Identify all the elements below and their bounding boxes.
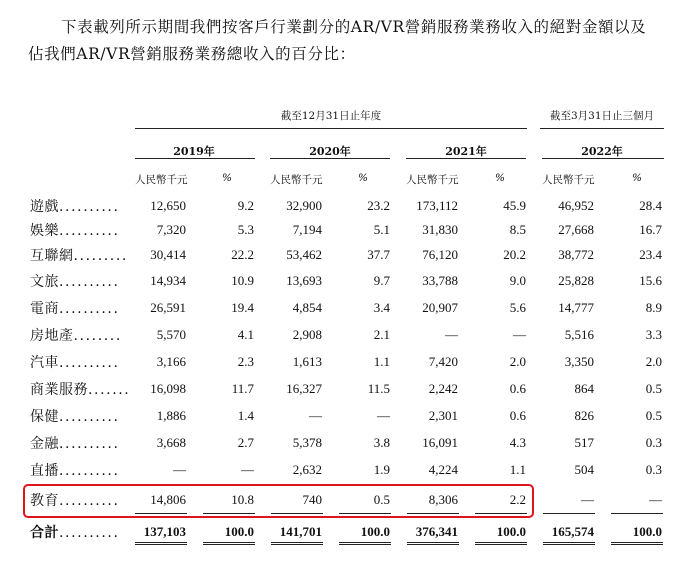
cell: 9.0 [509,273,526,288]
total-double-rule [475,542,527,545]
cell: 46,952 [558,198,594,213]
cell: 14,934 [150,273,186,288]
cell: 53,462 [286,247,322,262]
row-label: 直播.......... [30,463,120,479]
cell: 38,772 [558,247,594,262]
cell: 5.1 [373,222,390,237]
cell: 45.9 [503,198,526,213]
cell: 31,830 [422,222,458,237]
total-cell: 100.0 [496,524,526,539]
col-rmb-2022: 人民幣千元 [542,174,595,186]
cell: 1,613 [292,354,322,369]
cell: 20,907 [422,300,458,315]
table-row [0,298,693,322]
cell: 16,098 [150,381,186,396]
cell: 10.8 [231,492,254,507]
intro-paragraph [28,14,678,68]
cell: 8.5 [509,222,526,237]
total-double-rule [543,542,595,545]
cell: 25,828 [558,273,594,288]
cell: 3,350 [564,354,594,369]
cell: 173,112 [416,198,458,213]
cell: 1.1 [509,462,526,477]
year-2019-rule [135,158,255,159]
year-2021: 2021年 [445,145,487,158]
cell: 4.3 [509,435,526,450]
cell: 2.0 [509,354,526,369]
cell: 3.4 [373,300,390,315]
total-cell: 137,103 [143,524,186,539]
cell: 15.6 [639,273,662,288]
col-pct-2021: % [495,172,505,184]
cell: 504 [574,462,594,477]
total-double-rule [407,542,459,545]
cell: 0.5 [645,381,662,396]
col-rmb-2019: 人民幣千元 [135,174,188,186]
row-label: 文旅.......... [30,274,120,290]
cell: — [581,492,594,507]
table-row [0,352,693,376]
row-label: 互聯網......... [30,248,128,264]
intro-line-2: 佔我們AR/VR營銷服務業務總收入的百分比： [28,45,356,63]
total-cell: 376,341 [415,524,458,539]
row-label: 金融.......... [30,436,120,452]
cell: 5.6 [509,300,526,315]
cell: 3.3 [645,327,662,342]
cell: 11.7 [231,381,254,396]
row-label: 教育.......... [30,493,120,509]
col-pct-2019: % [222,172,232,184]
cell: 16,327 [286,381,322,396]
cell: 4,224 [428,462,458,477]
table-row [0,379,693,403]
row-label: 保健.......... [30,409,120,425]
cell: 8.9 [645,300,662,315]
total-double-rule [135,542,187,545]
cell: 2.2 [509,492,526,507]
table-row [0,433,693,457]
row-label: 遊戲.......... [30,199,120,215]
cell: 2,908 [292,327,322,342]
total-cell: 141,701 [279,524,322,539]
cell: — [173,462,186,477]
cell: 5.3 [237,222,254,237]
header-quarter-group: 截至3月31日止三個月 [549,110,655,122]
cell: 7,320 [156,222,186,237]
year-2022: 2022年 [581,145,623,158]
cell: 0.3 [645,435,662,450]
cell: 1.4 [237,408,254,423]
cell: — [377,408,390,423]
cell: 16,091 [422,435,458,450]
cell: 28.4 [639,198,662,213]
row-label: 商業服務....... [30,382,131,398]
cell: 10.9 [231,273,254,288]
cell: 19.4 [231,300,254,315]
col-rmb-2021: 人民幣千元 [406,174,459,186]
year-2020: 2020年 [309,145,351,158]
cell: 11.5 [367,381,390,396]
table-row [0,220,693,244]
cell: 16.7 [639,222,662,237]
col-pct-2022: % [632,172,642,184]
cell: 1.1 [373,354,390,369]
cell: 5,516 [564,327,594,342]
cell: 0.6 [509,408,526,423]
subtotal-rule [611,513,663,514]
intro-line-1: 下表載列所示期間我們按客戶行業劃分的AR/VR營銷服務業務收入的絕對金額以及 [61,18,647,36]
table-row [0,245,693,269]
total-double-rule [611,542,663,545]
total-cell: 100.0 [360,524,390,539]
year-2019: 2019年 [173,145,215,158]
cell: 0.5 [373,492,390,507]
total-cell: 100.0 [224,524,254,539]
cell: 0.3 [645,462,662,477]
row-label: 汽車.......... [30,355,120,371]
cell: 14,806 [150,492,186,507]
cell: 826 [574,408,594,423]
row-label: 娛樂.......... [30,223,120,239]
table-row [0,196,693,220]
cell: 20.2 [503,247,526,262]
total-double-rule [339,542,391,545]
cell: 2.0 [645,354,662,369]
cell: 517 [574,435,594,450]
header-year-group: 截至12月31日止年度 [280,110,382,122]
cell: 76,120 [422,247,458,262]
cell: 4.1 [237,327,254,342]
cell: — [445,327,458,342]
cell: 27,668 [558,222,594,237]
cell: 33,788 [422,273,458,288]
cell: 30,414 [150,247,186,262]
table-row [0,325,693,349]
cell: 7,420 [428,354,458,369]
subtotal-rule [543,513,595,514]
cell: 0.5 [645,408,662,423]
cell: — [241,462,254,477]
total-label: 合計.......... [30,525,120,541]
cell: 0.6 [509,381,526,396]
table-row [0,460,693,484]
row-label: 房地產........ [30,328,122,344]
col-rmb-2020: 人民幣千元 [270,174,323,186]
cell: 2.1 [373,327,390,342]
cell: 13,693 [286,273,322,288]
year-2020-rule [270,158,390,159]
cell: 32,900 [286,198,322,213]
cell: 23.4 [639,247,662,262]
table-row [0,271,693,295]
cell: 9.2 [237,198,254,213]
row-label: 電商.......... [30,301,120,317]
cell: 740 [302,492,322,507]
cell: — [649,492,662,507]
cell: 5,570 [156,327,186,342]
total-double-rule [203,542,255,545]
cell: 2.3 [237,354,254,369]
cell: 2.7 [237,435,254,450]
cell: 12,650 [150,198,186,213]
cell: 2,632 [292,462,322,477]
cell: 3.8 [373,435,390,450]
cell: 23.2 [367,198,390,213]
header-year-rule [135,128,527,129]
cell: 3,166 [156,354,186,369]
cell: 864 [574,381,594,396]
header-quarter-rule [540,128,664,129]
year-2021-rule [406,158,526,159]
cell: 37.7 [367,247,390,262]
cell: — [309,408,322,423]
table-row [0,406,693,430]
cell: 1,886 [156,408,186,423]
cell: 26,591 [150,300,186,315]
year-2022-rule [542,158,664,159]
cell: 9.7 [373,273,390,288]
cell: 1.9 [373,462,390,477]
cell: 7,194 [292,222,322,237]
total-double-rule [271,542,323,545]
cell: 2,301 [428,408,458,423]
cell: 22.2 [231,247,254,262]
highlight-box [23,484,534,518]
col-pct-2020: % [358,172,368,184]
cell: — [513,327,526,342]
cell: 8,306 [428,492,458,507]
cell: 4,854 [292,300,322,315]
total-cell: 100.0 [632,524,662,539]
cell: 2,242 [428,381,458,396]
cell: 14,777 [558,300,594,315]
cell: 3,668 [156,435,186,450]
total-cell: 165,574 [551,524,594,539]
cell: 5,378 [292,435,322,450]
